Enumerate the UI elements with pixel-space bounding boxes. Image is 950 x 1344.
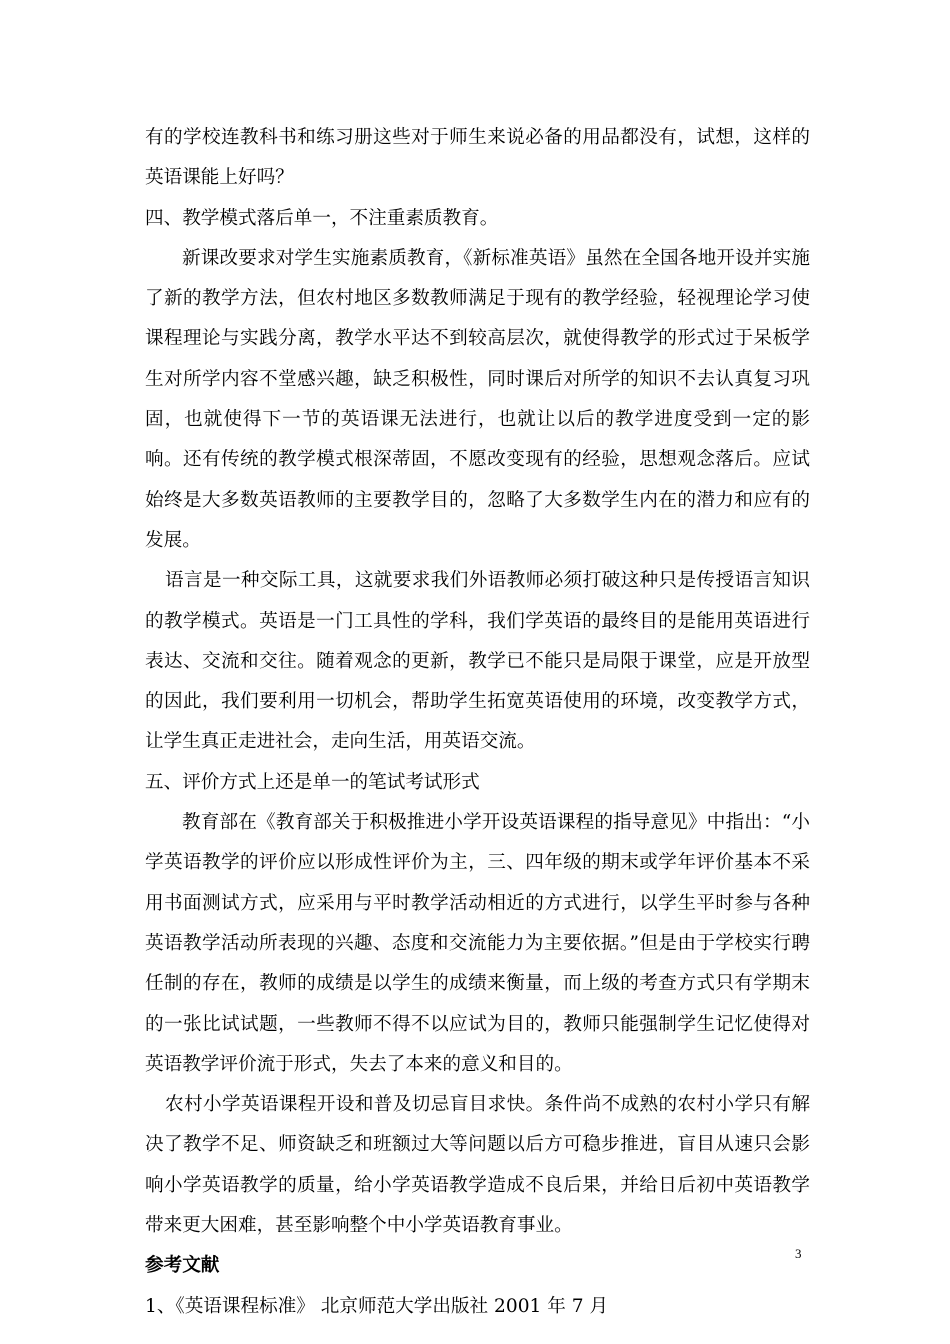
paragraph-continuation: 有的学校连教科书和练习册这些对于师生来说必备的用品都没有，试想，这样的英语课能上好吗？ (145, 127, 810, 189)
references-heading: 参考文献 (145, 1255, 220, 1277)
paragraph-teaching-mode: 新课改要求对学生实施素质教育，《新标准英语》虽然在全国各地开设并实施了新的教学方法，但农村地区多数教师满足于现有的教学经验，轻视理论学习使课程理论与实践分离，教学水平达不到较高层次，就使得教学的形式过于呆板学生对所学内容不堂感兴趣，缺乏积极性，同时课后对所学的知识不去认真复习巩固，也就使得下一节的英语课无法进行，也就让以后的教学进度受到一定的影响。还有传统的教学模式根深蒂固，不愿改变现有的经验，思想观念落后。应试始终是大多数英语教师的主要教学目的，忽略了大多数学生内在的潜力和应有的发展。 (145, 247, 810, 551)
paragraph-rural-schools: 农村小学英语课程开设和普及切忌盲目求快。条件尚不成熟的农村小学只有解决了教学不足、师资缺乏和班额过大等问题以后方可稳步推进，盲目从速只会影响小学英语教学的质量，给小学英语教学造成不良后果，并给日后初中英语教学带来更大困难，甚至影响整个中小学英语教育事业。 (145, 1094, 810, 1237)
document-body (145, 118, 810, 1327)
section-heading-five: 五、评价方式上还是单一的笔试考试形式 (145, 771, 480, 793)
page-number: 3 (795, 1246, 802, 1261)
reference-item: 1、《英语课程标准》 北京师范大学出版社 2001 年 7 月 (145, 1295, 609, 1317)
paragraph-evaluation: 教育部在《教育部关于积极推进小学开设英语课程的指导意见》中指出：“小学英语教学的评价应以形成性评价为主，三、四年级的期末或学年评价基本不采用书面测试方式，应采用与平时教学活动相近的方式进行，以学生平时参与各种英语教学活动所表现的兴趣、态度和交流能力为主要依据。”但是由于学校实行聘任制的存在，教师的成绩是以学生的成绩来衡量，而上级的考查方式只有学期末的一张比试试题，一些教师不得不以应试为目的，教师只能强制学生记忆使得对英语教学评价流于形式，失去了本来的意义和目的。 (145, 812, 810, 1075)
paragraph-language-tool: 语言是一种交际工具，这就要求我们外语教师必须打破这种只是传授语言知识的教学模式。英语是一门工具性的学科，我们学英语的最终目的是能用英语进行表达、交流和交往。随着观念的更新，教学已不能只是局限于课堂，应是开放型的因此，我们要利用一切机会，帮助学生拓宽英语使用的环境，改变教学方式，让学生真正走进社会，走向生活，用英语交流。 (145, 570, 810, 753)
section-heading-four: 四、教学模式落后单一，不注重素质教育。 (145, 207, 499, 229)
